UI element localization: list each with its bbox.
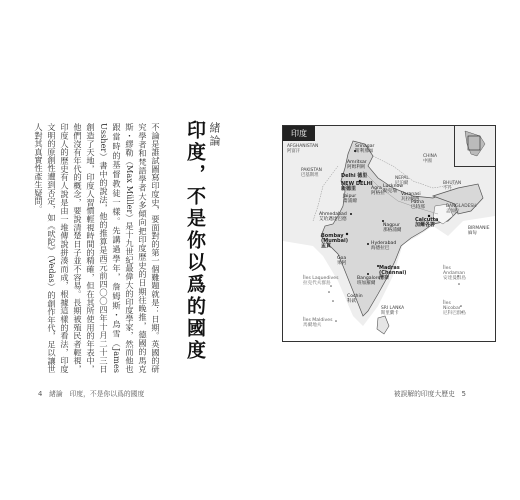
- label-cochin: Cochin 科欽: [347, 294, 363, 304]
- label-nicobar: Îles Nicobar 尼科巴群島: [443, 301, 466, 316]
- india-map: [282, 125, 496, 342]
- label-srilanka: SRI LANKA 斯里蘭卡: [381, 306, 405, 316]
- chapter-title: 印度，不是你以爲的國度: [184, 120, 206, 362]
- left-footer: 4 緒論 印度，不是你以爲的國度: [38, 390, 145, 398]
- body-text: 不論是誰試圖寫印度史，要面對的第一個難題就是：日期。英國的研究學者和梵語學者大多傾向把印度歷史的日期往晚推，德國的馬克斯・繆勒（Max Müller）是十九世紀最偉大的印度學家，然而他也跟當時的基督教徒一樣。先講過學年，詹姆斯・烏雪（James Ussher）書中的說法，他的推算是西元前四〇〇四年十月二十三日創造了天地，印度人習慣輕視時間的精確，但在其所使用的年表中，他們沒有年代的概念，要說清楚日子並不容易。長期被殖民者輕視，印度人的歷史有人說是由一堆傳說拼湊而成，根據這樣的看法，印度文明的原創性遭到否定，如《吠陀》（Vedas）的創作年代，足以讓世人對其真實性產生疑問。: [34, 123, 161, 373]
- label-srinagar: Srinagar 斯利那加: [355, 144, 375, 154]
- label-delhi: Delhi 德里: [341, 173, 368, 179]
- label-jaipur: Jaipur 齋浦爾: [343, 194, 357, 204]
- label-patna: Patna 巴特那: [411, 200, 425, 210]
- label-nepal: NEPAL 尼泊爾: [395, 176, 409, 186]
- label-afghanistan: AFGHANISTAN 阿富汗: [287, 144, 319, 154]
- label-lucknow: Lucknow 勒克瑙: [383, 184, 404, 194]
- label-china: CHINA 中國: [423, 154, 437, 164]
- label-varanasi: Varanasi 瓦拉納西: [401, 192, 421, 202]
- label-amritsar: Amritsar 阿姆利則: [347, 160, 367, 170]
- label-bhutan: BHUTAN 不丹: [443, 181, 462, 191]
- right-page: [262, 0, 520, 500]
- label-laccadives: Îles Laquedives 拉克代夫群島: [303, 276, 339, 286]
- label-andaman: Îles Andaman 安達曼群島: [443, 266, 466, 281]
- label-agra: Agra 阿格拉: [371, 186, 385, 196]
- locator-inset: [454, 126, 495, 167]
- left-page: [0, 0, 258, 500]
- label-bangladesh: BANGLADESH 孟加拉: [446, 204, 477, 214]
- label-pakistan: PAKISTAN 巴基斯坦: [301, 168, 322, 178]
- label-hyderabad: Hyderabad 海德拉巴: [371, 241, 397, 251]
- right-footer: 被誤解的印度大歷史 5: [393, 390, 466, 398]
- label-madras: Madras (Chennai) 清奈: [379, 265, 407, 281]
- label-bombay: Bombay (Mumbai) 孟買: [321, 233, 348, 249]
- label-birmanie: BIRMANIE 緬甸: [468, 226, 490, 236]
- label-newdelhi: NEW DELHI 新德里: [341, 181, 373, 192]
- chapter-label: 緒論: [208, 122, 221, 148]
- label-calcutta: Calcutta 加爾各答: [415, 217, 439, 228]
- label-ahmedabad: Ahmedabad 艾哈邁達巴德: [319, 212, 347, 222]
- label-goa: Goa 果阿: [337, 256, 347, 266]
- label-maldives: Îles Maldives 馬爾地夫: [303, 318, 333, 328]
- label-nagpur: Nagpur 那格浦爾: [383, 223, 402, 233]
- map-title: 印度: [283, 126, 315, 141]
- label-bangalore: Bangalore 班加羅爾: [357, 276, 381, 286]
